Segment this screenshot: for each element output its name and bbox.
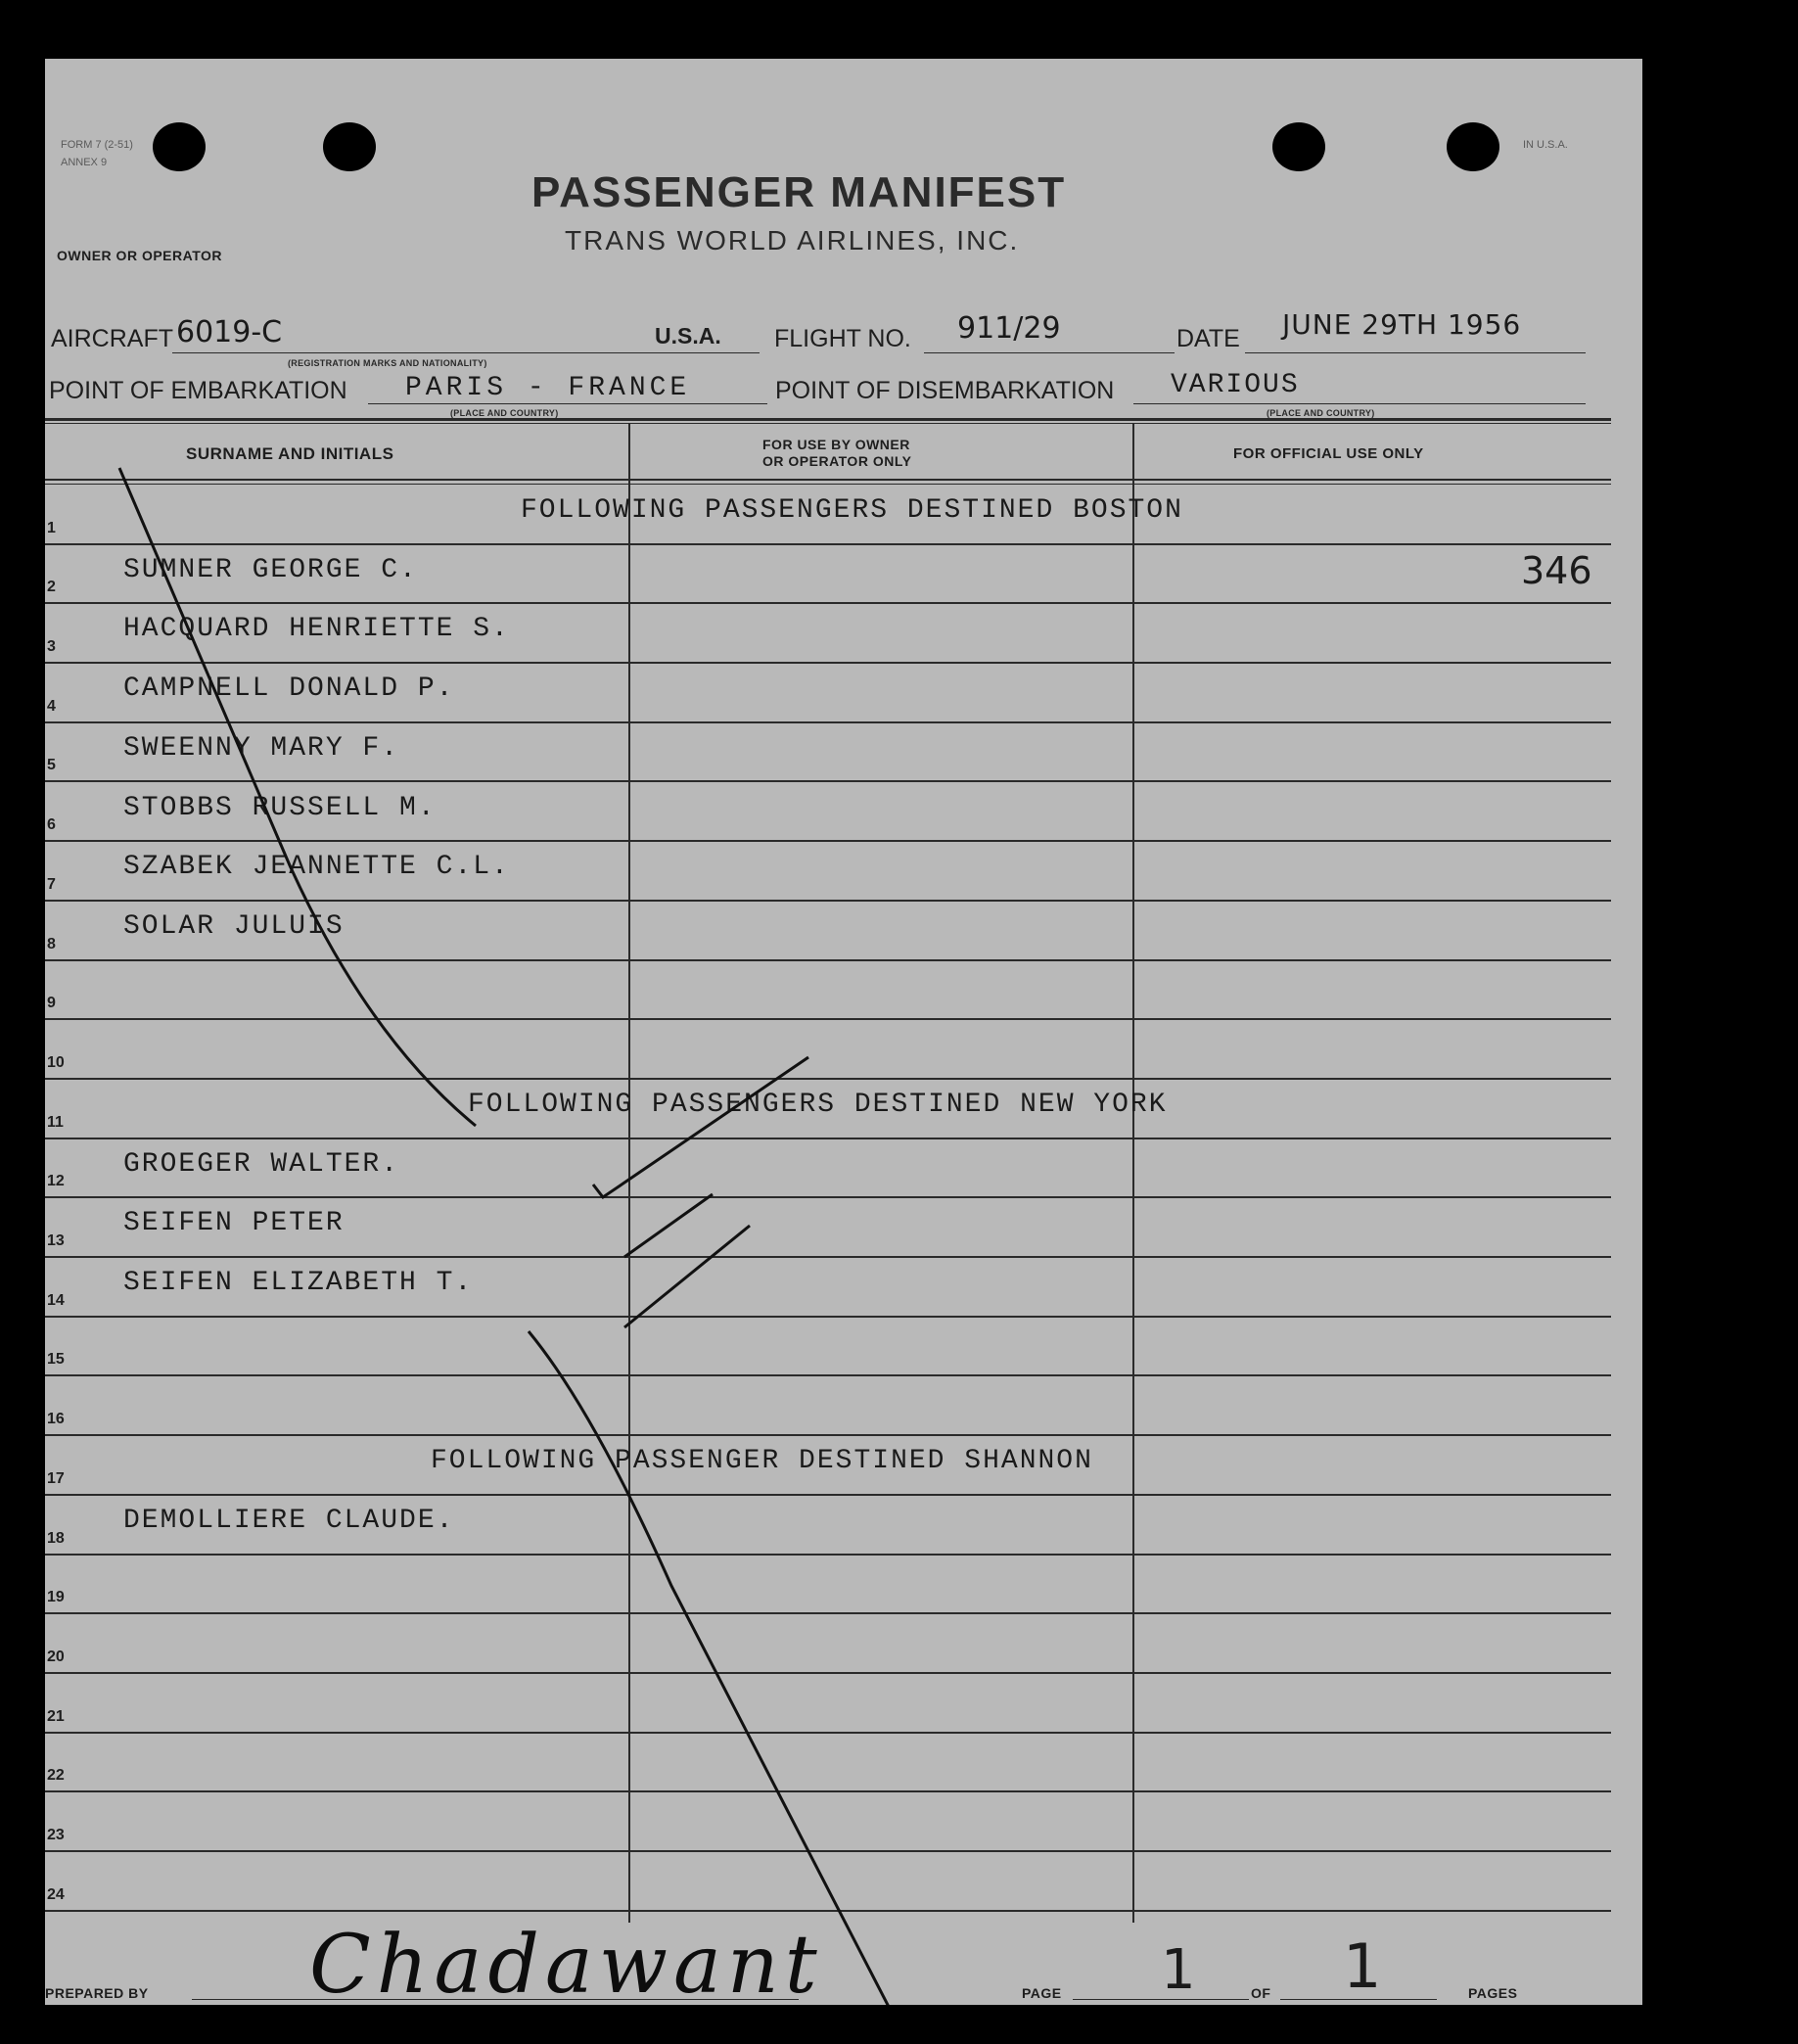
punch-hole — [323, 122, 376, 171]
row-number: 1 — [47, 519, 56, 536]
aircraft-nationality: U.S.A. — [655, 323, 721, 348]
date-value: JUNE 29TH 1956 — [1282, 308, 1522, 341]
table-row — [45, 1318, 1611, 1377]
date-label: DATE — [1176, 325, 1240, 352]
destination-header: FOLLOWING PASSENGERS DESTINED BOSTON — [521, 495, 1183, 526]
col-owner-header-1: FOR USE BY OWNER — [762, 437, 910, 452]
row-number: 14 — [47, 1291, 65, 1309]
table-row — [45, 961, 1611, 1021]
row-number: 16 — [47, 1411, 65, 1428]
punch-hole — [1447, 122, 1499, 171]
row-number: 20 — [47, 1648, 65, 1665]
table-row — [45, 545, 1611, 605]
row-number: 6 — [47, 816, 56, 834]
destination-header: FOLLOWING PASSENGER DESTINED SHANNON — [431, 1446, 1093, 1477]
row-number: 5 — [47, 757, 56, 774]
passenger-name: CAMPNELL DONALD P. — [123, 674, 455, 705]
table-row — [45, 1436, 1611, 1496]
table-top-rule — [45, 418, 1611, 421]
table-row — [45, 783, 1611, 843]
aircraft-value: 6019-C — [176, 315, 283, 349]
row-number: 17 — [47, 1469, 65, 1487]
aircraft-underline — [172, 352, 658, 353]
punch-hole — [153, 122, 206, 171]
header-rule-2 — [45, 484, 1611, 485]
signature: Chadawant — [309, 1919, 823, 2012]
punch-hole — [1272, 122, 1325, 171]
row-number: 2 — [47, 579, 56, 596]
page-label: PAGE — [1022, 1985, 1062, 2001]
table-row — [45, 1852, 1611, 1912]
table-top-rule-2 — [45, 423, 1611, 424]
disembarkation-label: POINT OF DISEMBARKATION — [775, 377, 1115, 404]
col-official-header: FOR OFFICIAL USE ONLY — [1233, 445, 1424, 462]
row-number: 21 — [47, 1707, 65, 1725]
aircraft-label: AIRCRAFT — [51, 325, 173, 352]
disembarkation-sublabel: (PLACE AND COUNTRY) — [1267, 408, 1375, 418]
table-row — [45, 902, 1611, 961]
row-number: 12 — [47, 1173, 65, 1190]
flight-value: 911/29 — [957, 311, 1061, 346]
owner-operator-label: OWNER OR OPERATOR — [57, 248, 222, 263]
passenger-name: SWEENNY MARY F. — [123, 732, 400, 764]
row-number: 13 — [47, 1232, 65, 1250]
table-row — [45, 1496, 1611, 1556]
embarkation-underline — [368, 403, 767, 404]
printed-note: IN U.S.A. — [1523, 139, 1568, 151]
row-number: 10 — [47, 1053, 65, 1071]
disembarkation-value: VARIOUS — [1171, 370, 1300, 400]
row-number: 4 — [47, 697, 56, 715]
aircraft-sublabel: (REGISTRATION MARKS AND NATIONALITY) — [288, 358, 487, 368]
passenger-name: STOBBS RUSSELL M. — [123, 792, 437, 823]
table-row — [45, 842, 1611, 902]
passenger-name: DEMOLLIERE CLAUDE. — [123, 1505, 455, 1536]
table-row — [45, 1792, 1611, 1852]
passenger-name: SOLAR JULUIS — [123, 910, 345, 942]
passenger-name: SZABEK JEANNETTE C.L. — [123, 852, 510, 883]
passenger-name: SEIFEN ELIZABETH T. — [123, 1268, 474, 1299]
destination-header: FOLLOWING PASSENGERS DESTINED NEW YORK — [468, 1090, 1168, 1120]
flight-underline — [924, 352, 1175, 353]
airline-name: TRANS WORLD AIRLINES, INC. — [565, 225, 1020, 256]
embarkation-label: POINT OF EMBARKATION — [49, 377, 347, 404]
date-underline — [1245, 352, 1586, 353]
passenger-name: GROEGER WALTER. — [123, 1148, 400, 1180]
table-row — [45, 723, 1611, 783]
col-owner-header-2: OR OPERATOR ONLY — [762, 453, 912, 469]
embarkation-sublabel: (PLACE AND COUNTRY) — [450, 408, 559, 418]
table-row — [45, 1556, 1611, 1615]
table-row — [45, 1139, 1611, 1199]
table-row — [45, 1377, 1611, 1437]
page-value: 1 — [1161, 1938, 1196, 2002]
manifest-sheet — [45, 59, 1642, 2012]
row-number: 3 — [47, 638, 56, 656]
nationality-underline — [652, 352, 760, 353]
disembarkation-underline — [1133, 403, 1586, 404]
table-row — [45, 1734, 1611, 1793]
table-row — [45, 1258, 1611, 1318]
row-number: 7 — [47, 875, 56, 893]
embarkation-value: PARIS - FRANCE — [405, 373, 691, 403]
row-number: 11 — [47, 1113, 64, 1131]
manifest-title: PASSENGER MANIFEST — [531, 168, 1067, 216]
row-number: 19 — [47, 1589, 65, 1606]
official-use-value: 346 — [1521, 548, 1592, 592]
table-row — [45, 1198, 1611, 1258]
pages-label: PAGES — [1468, 1985, 1518, 2001]
passenger-name: HACQUARD HENRIETTE S. — [123, 614, 510, 645]
table-row — [45, 1080, 1611, 1139]
of-label: OF — [1251, 1985, 1271, 2001]
table-row — [45, 1020, 1611, 1080]
table-row — [45, 604, 1611, 664]
row-number: 23 — [47, 1827, 65, 1844]
table-row — [45, 1674, 1611, 1734]
prepared-by-label: PREPARED BY — [45, 1985, 149, 2001]
row-number: 9 — [47, 995, 56, 1012]
of-value: 1 — [1343, 1930, 1382, 2002]
row-rule — [45, 1910, 1611, 1912]
form-ref: ANNEX 9 — [61, 157, 108, 168]
flight-label: FLIGHT NO. — [774, 325, 911, 352]
table-row — [45, 664, 1611, 723]
table-row — [45, 486, 1611, 545]
row-number: 15 — [47, 1351, 65, 1369]
passenger-name: SEIFEN PETER — [123, 1208, 345, 1239]
row-number: 18 — [47, 1529, 65, 1547]
row-number: 24 — [47, 1885, 65, 1903]
col-surname-header: SURNAME AND INITIALS — [186, 444, 394, 463]
passenger-name: SUMNER GEORGE C. — [123, 554, 418, 585]
row-number: 22 — [47, 1767, 65, 1785]
row-number: 8 — [47, 935, 56, 952]
form-code: FORM 7 (2-51) — [61, 139, 133, 151]
header-rule — [45, 479, 1611, 481]
table-row — [45, 1614, 1611, 1674]
